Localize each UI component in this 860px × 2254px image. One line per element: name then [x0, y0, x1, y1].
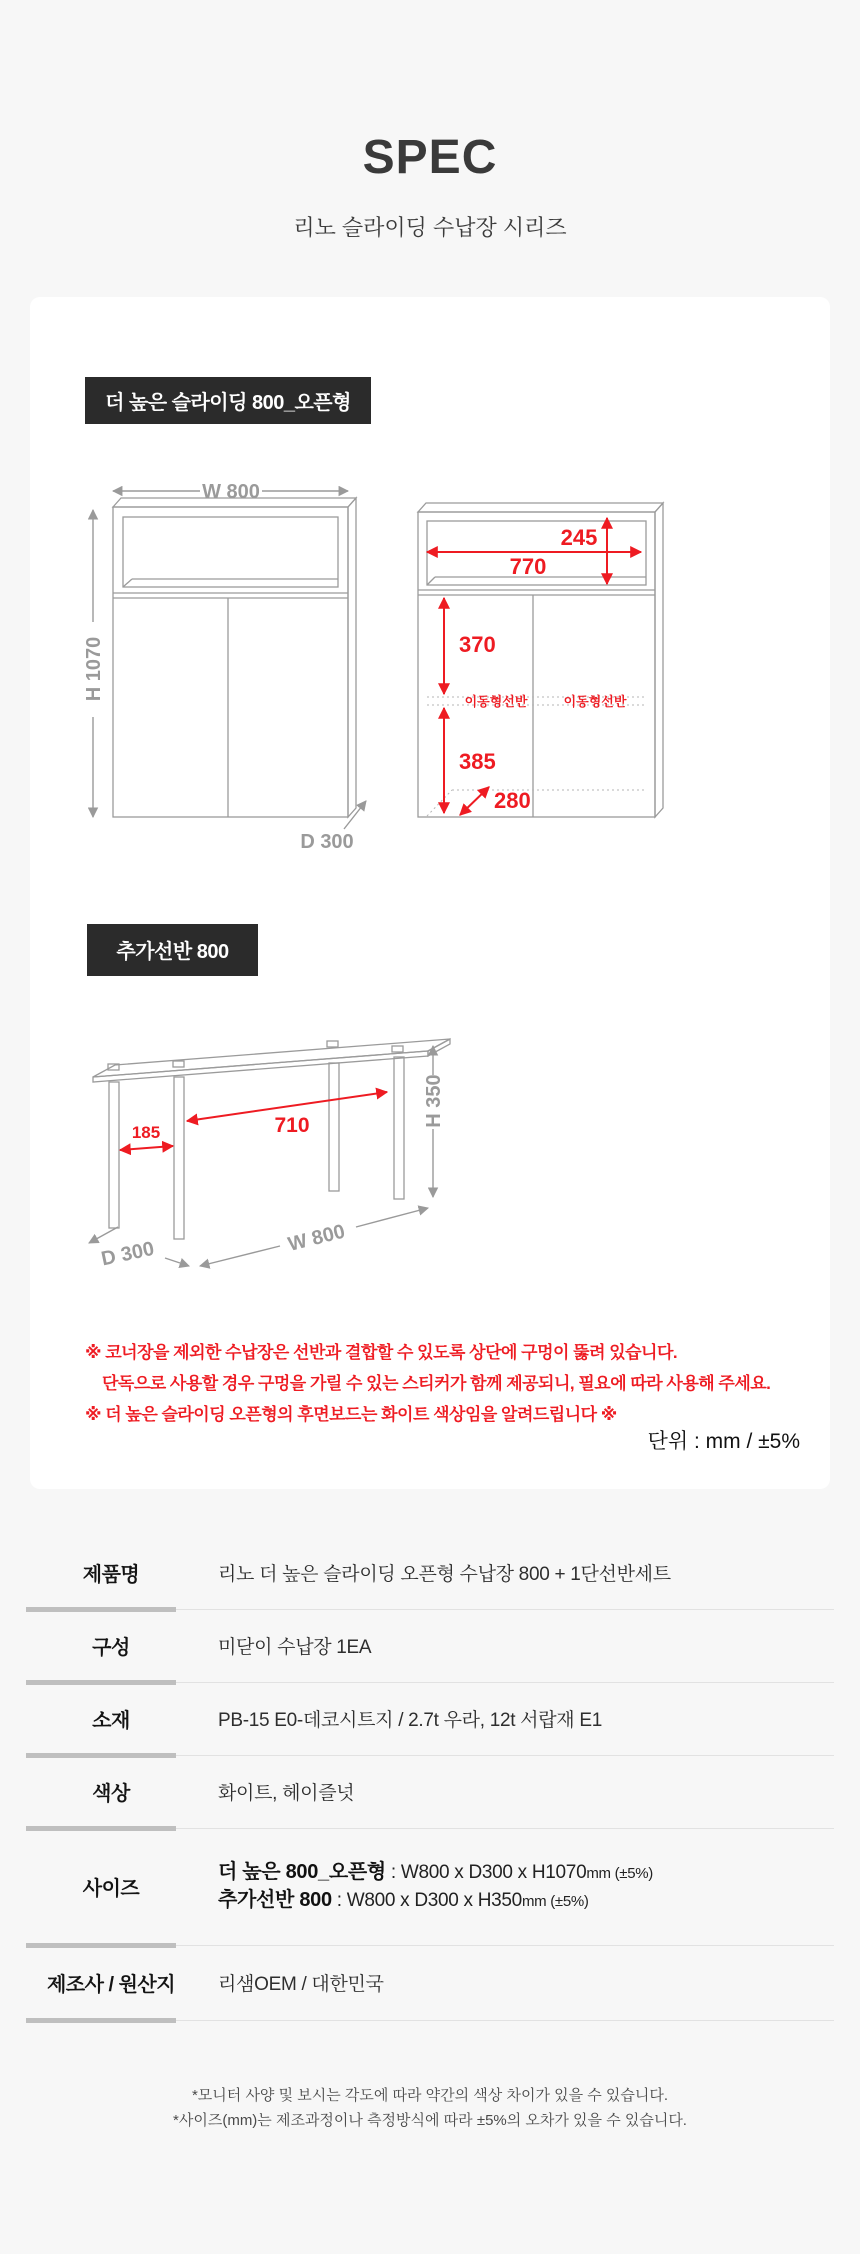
unit-note: 단위 : mm / ±5% — [647, 1429, 800, 1453]
spec-table — [26, 1539, 834, 2023]
cabinet-front-diagram — [83, 481, 366, 853]
spec-label: 제품명 — [82, 1564, 140, 1587]
movable-shelf-label-left: 이동형선반 — [464, 693, 528, 709]
page-subtitle: 리노 슬라이딩 수납장 시리즈 — [293, 215, 567, 240]
spec-value: 리노 더 높은 슬라이딩 오픈형 수납장 800 + 1단선반세트 — [218, 1564, 671, 1586]
spec-row-material — [26, 1685, 834, 1753]
movable-shelf-label-right: 이동형선반 — [563, 693, 627, 709]
dim-shelf-height-label: H 350 — [423, 1073, 445, 1128]
dim-span-label: 710 — [274, 1113, 310, 1137]
notice-line-2: 단독으로 사용할 경우 구멍을 가릴 수 있는 스티커가 함께 제공되니, 필요에 따라 사용해 주세요. — [102, 1373, 771, 1393]
size-line-1: 더 높은 800_오픈형 : W800 x D300 x H1070mm (±5%) — [218, 1860, 654, 1883]
notice-line-3: ※ 더 높은 슬라이딩 오픈형의 후면보드는 화이트 색상임을 알려드립니다 ※ — [85, 1404, 617, 1424]
spec-label: 사이즈 — [82, 1878, 140, 1901]
section2-label: 추가선반 800 — [87, 924, 258, 976]
dim-leg-gap-label: 185 — [131, 1122, 161, 1142]
spec-card — [30, 297, 830, 1489]
dim-upper-label: 370 — [459, 631, 496, 657]
spec-row-manufacturer — [26, 1948, 834, 2018]
cabinet-dimension-diagram — [418, 503, 663, 817]
dim-height-label: H 1070 — [83, 636, 105, 701]
spec-value: 미닫이 수납장 1EA — [218, 1637, 372, 1659]
spec-row-color — [26, 1758, 834, 1826]
notice-line-1: ※ 코너장을 제외한 수납장은 선반과 결합할 수 있도록 상단에 구멍이 뚫려 있습니다. — [85, 1342, 678, 1362]
dim-shelf-depth-label: D 300 — [99, 1237, 157, 1271]
spec-row-composition — [26, 1612, 834, 1680]
page-title: SPEC — [362, 131, 498, 184]
size-line-2: 추가선반 800 : W800 x D300 x H350mm (±5%) — [218, 1888, 589, 1911]
spec-label: 제조사 / 원산지 — [46, 1974, 176, 1997]
spec-label: 색상 — [92, 1783, 130, 1806]
dim-depth-label: D 300 — [300, 830, 354, 853]
dim-open-height-label: 245 — [560, 524, 598, 550]
footer-note-2: *사이즈(mm)는 제조과정이나 측정방식에 따라 ±5%의 오차가 있을 수 있습니다. — [173, 2111, 687, 2129]
dim-shelf-width-label: W 800 — [285, 1220, 348, 1256]
spec-label: 구성 — [92, 1637, 130, 1660]
footer-notes — [0, 2083, 860, 2133]
spec-value: 리샘OEM / 대한민국 — [218, 1974, 384, 1996]
spec-label: 소재 — [92, 1710, 130, 1733]
spec-row-product-name — [26, 1539, 834, 1607]
spec-value: 화이트, 헤이즐넛 — [218, 1783, 355, 1805]
spec-value: PB-15 E0-데코시트지 / 2.7t 우라, 12t 서랍재 E1 — [218, 1710, 602, 1732]
shelf-table-diagram — [89, 1039, 450, 1270]
page-header — [0, 0, 860, 243]
row-separator — [26, 2018, 834, 2023]
cabinet-diagrams — [30, 472, 830, 872]
spec-row-size — [26, 1831, 834, 1943]
add-shelf-diagram — [30, 1037, 830, 1287]
red-notice-block — [85, 1337, 770, 1430]
dim-lower-label: 385 — [459, 748, 496, 774]
dim-inner-depth-label: 280 — [494, 787, 531, 813]
spec-value-size — [196, 1859, 834, 1915]
dim-width-label: W 800 — [202, 480, 260, 503]
dim-inner-width-label: 770 — [509, 553, 547, 579]
footer-note-1: *모니터 사양 및 보시는 각도에 따라 약간의 색상 차이가 있을 수 있습니다. — [191, 2086, 669, 2104]
section1-label: 더 높은 슬라이딩 800_오픈형 — [85, 377, 371, 424]
